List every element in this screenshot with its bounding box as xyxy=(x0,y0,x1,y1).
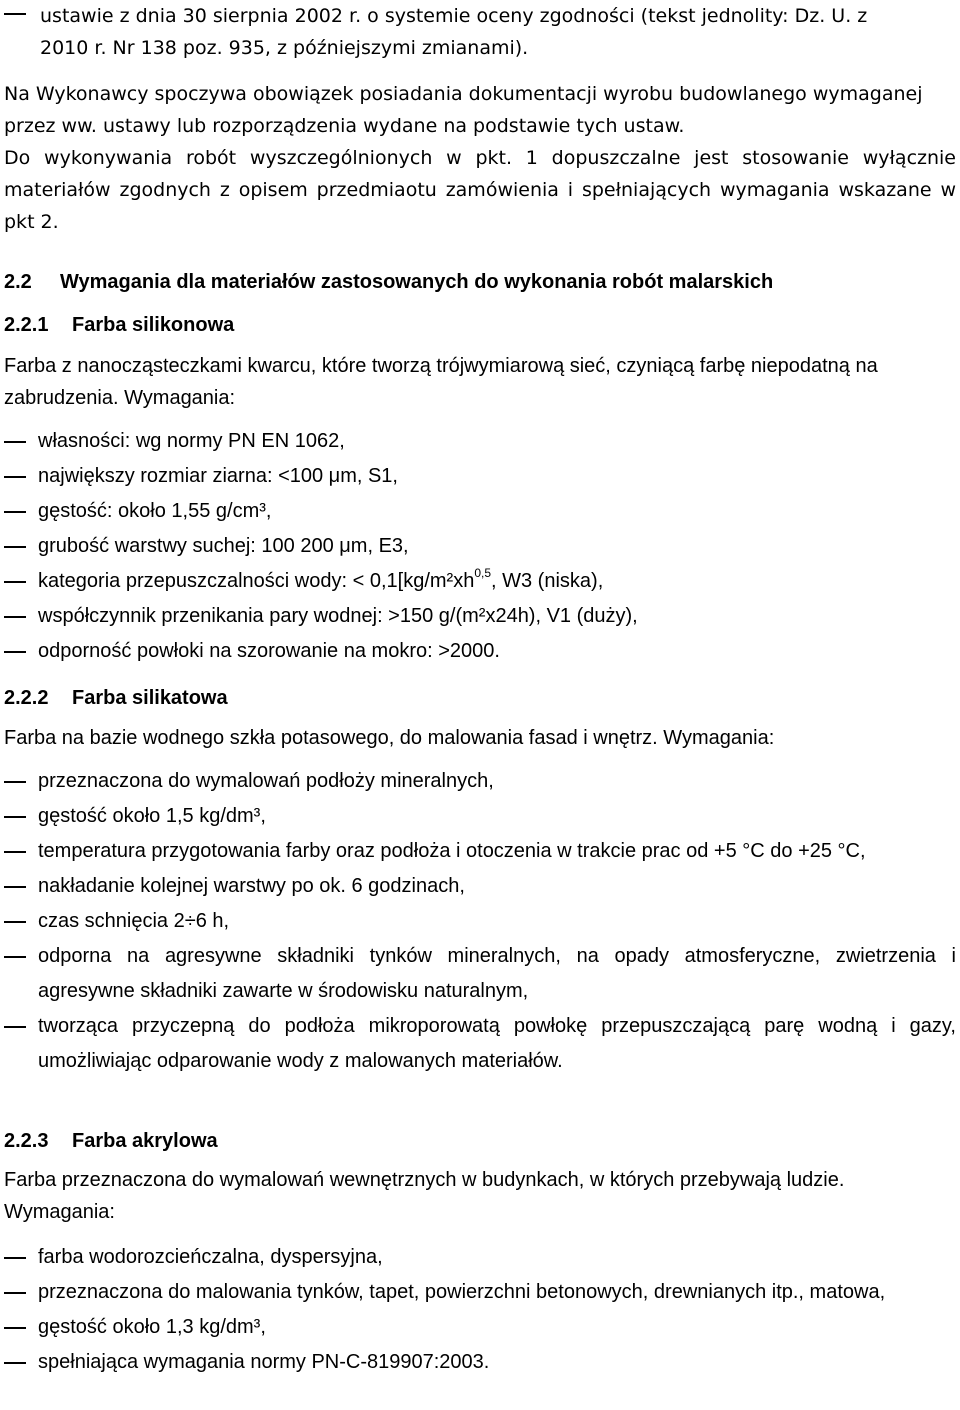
dash-bullet-icon xyxy=(4,851,26,853)
list-item-text: farba wodorozcieńczalna, dyspersyjna, xyxy=(38,1246,383,1268)
dash-bullet-icon xyxy=(4,441,26,443)
paragraph-text: Farba przeznaczona do wymalowań wewnętrznych w budynkach, w których przebywają ludzie. Wymagania: xyxy=(4,1169,845,1223)
paragraph-text: Do wykonywania robót wyszczególnionych w pkt. 1 dopuszczalne jest stosowanie wyłącznie materiałów zgodnych z opisem przedmiaotu zamówienia i spełniających wymagania wskazane w pkt 2. xyxy=(4,147,956,233)
subsection-number: 2.2.3 xyxy=(4,1130,49,1152)
dash-bullet-icon xyxy=(4,1292,26,1294)
list-item-text-line: ustawie z dnia 30 sierpnia 2002 r. o systemie oceny zgodności (tekst jednolity: Dz. U. z xyxy=(40,5,868,27)
list-item xyxy=(4,939,956,1009)
list-item xyxy=(4,904,956,939)
list-item xyxy=(4,494,956,529)
list-item xyxy=(4,529,956,564)
list-item-text: przeznaczona do wymalowań podłoży mineralnych, xyxy=(38,770,494,792)
dash-bullet-icon xyxy=(4,476,26,478)
list-item xyxy=(4,799,956,834)
subsection-number: 2.2.1 xyxy=(4,314,49,336)
list-item-text: przeznaczona do malowania tynków, tapet, powierzchni betonowych, drewnianych itp., matowa, xyxy=(38,1281,886,1303)
subsection-title: Farba akrylowa xyxy=(72,1130,218,1152)
dash-bullet-icon xyxy=(4,616,26,618)
paragraph xyxy=(4,350,904,414)
list-item xyxy=(4,1240,956,1275)
list-item-text: gęstość: około 1,55 g/cm³, xyxy=(38,500,272,522)
list-item-text-tail: , W3 (niska), xyxy=(491,570,604,592)
paragraph-text: Na Wykonawcy spoczywa obowiązek posiadania dokumentacji wyrobu budowlanego wymaganej przez ww. ustawy lub rozporządzenia wydane na podstawie tych ustaw. xyxy=(4,83,923,137)
subsection-heading xyxy=(4,682,228,714)
list-item xyxy=(4,564,956,599)
subsection-heading xyxy=(4,309,234,341)
subsection-title: Farba silikonowa xyxy=(72,314,235,336)
list-item xyxy=(4,459,956,494)
list-item xyxy=(4,834,956,869)
list-item-text: największy rozmiar ziarna: <100 μm, S1, xyxy=(38,465,398,487)
list-item-text-line: 2010 r. Nr 138 poz. 935, z późniejszymi zmianami). xyxy=(40,37,529,59)
dash-bullet-icon xyxy=(4,886,26,888)
dash-bullet-icon xyxy=(4,1327,26,1329)
paragraph xyxy=(4,1164,924,1228)
requirements-list xyxy=(4,764,956,1079)
subsection-number: 2.2.2 xyxy=(4,687,49,709)
dash-bullet-icon xyxy=(4,651,26,653)
subsection-heading xyxy=(4,1125,218,1157)
list-item-text: spełniająca wymagania normy PN-C-819907:2003. xyxy=(38,1351,490,1373)
list-item-text: nakładanie kolejnej warstwy po ok. 6 godzinach, xyxy=(38,875,465,897)
list-item xyxy=(4,869,956,904)
list-item-text: gęstość około 1,5 kg/dm³, xyxy=(38,805,266,827)
list-item xyxy=(4,599,956,634)
dash-bullet-icon xyxy=(4,511,26,513)
dash-bullet-icon xyxy=(4,1026,26,1028)
list-item-text: odporność powłoki na szorowanie na mokro: >2000. xyxy=(38,640,500,662)
list-item-text: grubość warstwy suchej: 100 200 μm, E3, xyxy=(38,535,409,557)
section-heading xyxy=(4,266,773,298)
paragraph xyxy=(4,722,956,754)
dash-bullet-icon xyxy=(4,581,26,583)
list-item xyxy=(4,1345,956,1380)
list-item-text: temperatura przygotowania farby oraz podłoża i otoczenia w trakcie prac od +5 °C do +25 °C, xyxy=(38,840,866,862)
superscript: 0,5 xyxy=(474,566,492,581)
subsection-title: Farba silikatowa xyxy=(72,687,228,709)
dash-bullet-icon xyxy=(4,816,26,818)
dash-bullet-icon xyxy=(4,1362,26,1364)
list-item-text: odporna na agresywne składniki tynków mineralnych, na opady atmosferyczne, zwietrzenia i agresywne składniki zawarte w środowisku naturalnym, xyxy=(38,945,956,1002)
requirements-list xyxy=(4,1240,956,1380)
list-item xyxy=(4,1009,956,1079)
list-item-text: tworząca przyczepną do podłoża mikroporowatą powłokę przepuszczającą parę wodną i gazy, umożliwiając odparowanie wody z malowanych materiałów. xyxy=(38,1015,956,1072)
paragraph xyxy=(4,142,956,238)
list-item xyxy=(4,764,956,799)
list-item xyxy=(4,1310,956,1345)
section-title: Wymagania dla materiałów zastosowanych do wykonania robót malarskich xyxy=(60,271,774,293)
list-item-text: czas schnięcia 2÷6 h, xyxy=(38,910,230,932)
list-item xyxy=(4,424,956,459)
section-number: 2.2 xyxy=(4,271,32,293)
list-item-text: współczynnik przenikania pary wodnej: >150 g/(m²x24h), V1 (duży), xyxy=(38,605,638,627)
dash-bullet-icon xyxy=(4,1257,26,1259)
dash-bullet-icon xyxy=(4,956,26,958)
list-item-text: kategoria przepuszczalności wody: < 0,1[kg/m²xh xyxy=(38,570,475,592)
paragraph-text: Farba na bazie wodnego szkła potasowego, do malowania fasad i wnętrz. Wymagania: xyxy=(4,727,775,749)
dash-bullet-icon xyxy=(4,921,26,923)
dash-bullet-icon xyxy=(4,781,26,783)
paragraph-text: Farba z nanocząsteczkami kwarcu, które tworzą trójwymiarową sieć, czyniącą farbę niepodatną na zabrudzenia. Wymagania: xyxy=(4,355,878,409)
dash-bullet-icon xyxy=(4,13,26,15)
list-item-text: własności: wg normy PN EN 1062, xyxy=(38,430,345,452)
paragraph xyxy=(4,78,956,142)
list-item xyxy=(4,1275,956,1310)
list-item-text: gęstość około 1,3 kg/dm³, xyxy=(38,1316,266,1338)
requirements-list xyxy=(4,424,956,669)
list-item xyxy=(4,0,956,64)
dash-bullet-icon xyxy=(4,546,26,548)
list-item xyxy=(4,634,956,669)
